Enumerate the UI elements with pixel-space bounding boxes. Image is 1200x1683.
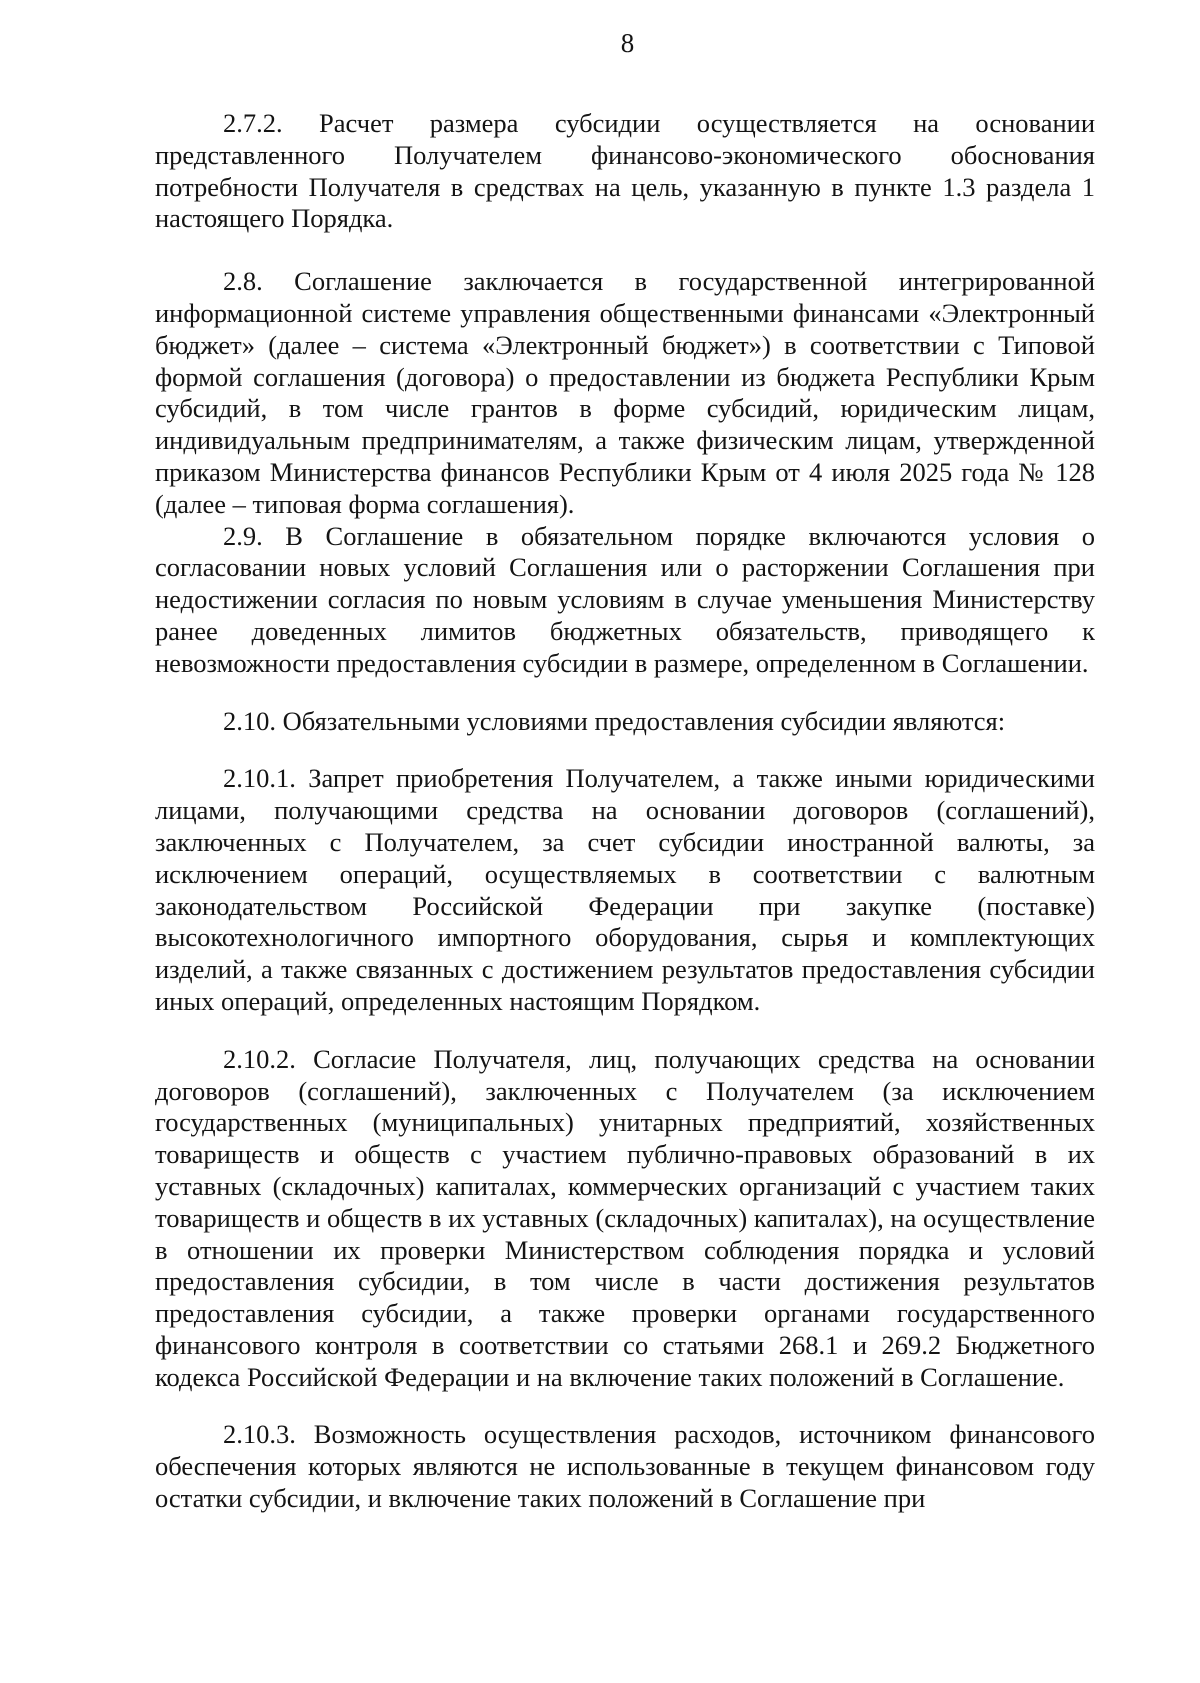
- paragraph-2-8: 2.8. Соглашение заключается в государственной интегрированной информационной системе управления общественными финансами «Электронный бюджет» (далее – система «Электронный бюджет») в соответствии с Типовой формой соглашения (договора) о предоставлении из бюджета Республики Крым субсидий, в том числе грантов в форме субсидий, юридическим лицам, индивидуальным предпринимателям, а также физическим лицам, утвержденной приказом Министерства финансов Республики Крым от 4 июля 2025 года № 128 (далее – типовая форма соглашения).: [155, 266, 1095, 519]
- document-body: [155, 108, 1095, 1515]
- page-number: 8: [620, 28, 635, 58]
- paragraph-2-10-1: 2.10.1. Запрет приобретения Получателем, а также иными юридическими лицами, получающими средства на основании договоров (соглашений), заключенных с Получателем, за счет субсидии иностранной валюты, за исключением операций, осуществляемых в соответствии с валютным законодательством Российской Федерации при закупке (поставке) высокотехнологичного импортного оборудования, сырья и комплектующих изделий, а также связанных с достижением результатов предоставления субсидии иных операций, определенных настоящим Порядком.: [155, 763, 1095, 1016]
- paragraph-2-10-3: 2.10.3. Возможность осуществления расходов, источником финансового обеспечения которых являются не использованные в текущем финансовом году остатки субсидии, и включение таких положений в Соглашение при: [155, 1419, 1095, 1514]
- paragraph-2-7-2: 2.7.2. Расчет размера субсидии осуществляется на основании представленного Получателем финансово-экономического обоснования потребности Получателя в средствах на цель, указанную в пункте 1.3 раздела 1 настоящего Порядка.: [155, 108, 1095, 234]
- paragraph-2-10-2: 2.10.2. Согласие Получателя, лиц, получающих средства на основании договоров (соглашений), заключенных с Получателем (за исключением государственных (муниципальных) унитарных предприятий, хозяйственных товариществ и обществ с участием публично-правовых образований в их уставных (складочных) капиталах, коммерческих организаций с участием таких товариществ и обществ в их уставных (складочных) капиталах), на осуществление в отношении их проверки Министерством соблюдения порядка и условий предоставления субсидии, в том числе в части достижения результатов предоставления субсидии, а также проверки органами государственного финансового контроля в соответствии со статьями 268.1 и 269.2 Бюджетного кодекса Российской Федерации и на включение таких положений в Соглашение.: [155, 1043, 1095, 1392]
- paragraph-2-9: 2.9. В Соглашение в обязательном порядке включаются условия о согласовании новых условий Соглашения или о расторжении Соглашения при недостижении согласия по новым условиям в случае уменьшения Министерству ранее доведенных лимитов бюджетных обязательств, приводящего к невозможности предоставления субсидии в размере, определенном в Соглашении.: [155, 520, 1095, 678]
- paragraph-2-10: 2.10. Обязательными условиями предоставления субсидии являются:: [223, 705, 1006, 736]
